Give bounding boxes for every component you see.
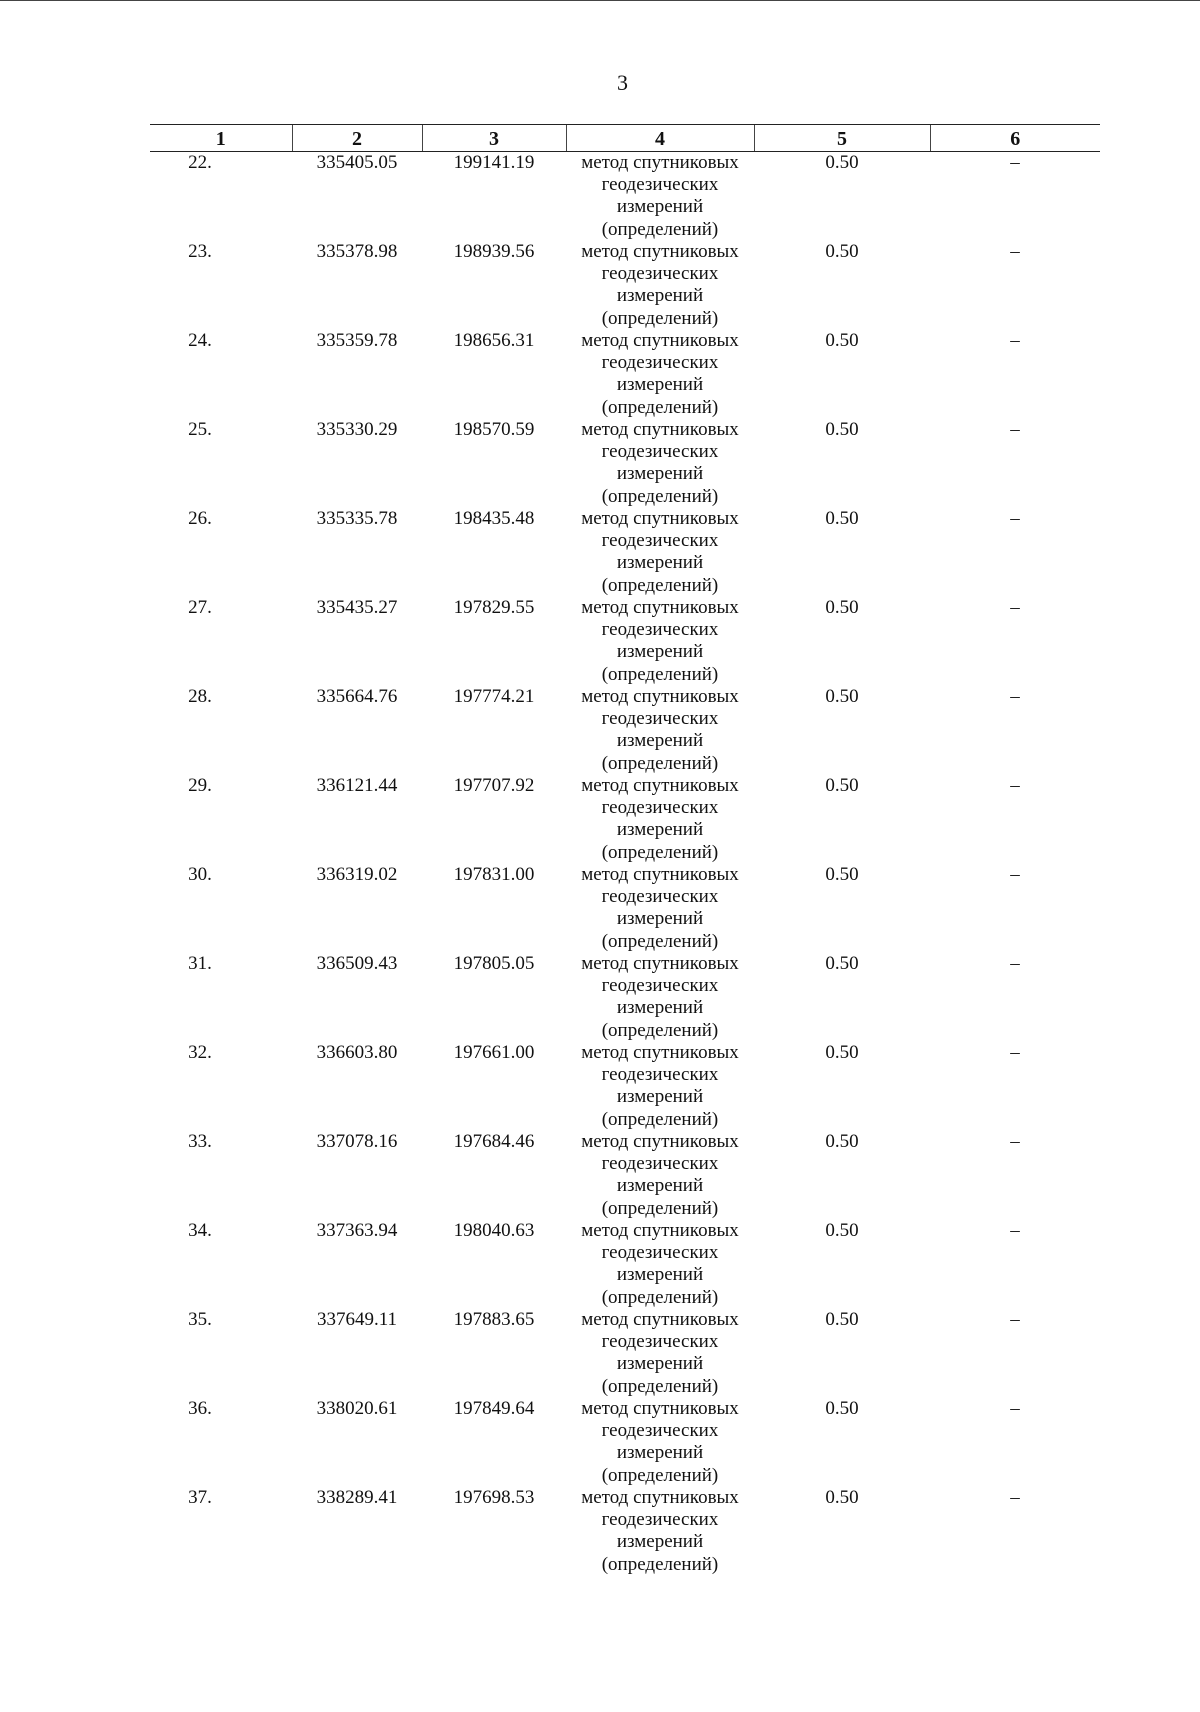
method-line: (определений) — [601, 841, 719, 863]
table-row — [150, 597, 1100, 686]
method-line: геодезических — [601, 619, 719, 641]
table-row — [150, 1487, 1100, 1576]
method-line: (определений) — [601, 752, 719, 774]
method-line: метод спутниковых — [581, 1398, 739, 1419]
method-line: метод спутниковых — [581, 1042, 739, 1063]
note-dash: – — [1010, 1131, 1020, 1152]
point-number: 36. — [188, 1398, 212, 1419]
table-row — [150, 241, 1100, 330]
point-number-cell — [150, 953, 292, 1042]
method-line: измерений — [616, 997, 704, 1019]
method-line: геодезических — [601, 975, 719, 997]
method-line: (определений) — [601, 1375, 719, 1397]
x-coordinate: 337649.11 — [316, 1309, 398, 1330]
x-coordinate: 335664.76 — [316, 686, 398, 707]
header-col-3: 3 — [422, 125, 566, 152]
y-coordinate: 197805.05 — [453, 953, 535, 974]
x-coordinate: 335330.29 — [316, 419, 398, 440]
point-number-cell — [150, 864, 292, 953]
x-coordinate: 335378.98 — [316, 241, 398, 262]
note-dash: – — [1010, 1220, 1020, 1241]
method-line: метод спутниковых — [581, 686, 739, 707]
accuracy-value: 0.50 — [825, 241, 859, 262]
table-row — [150, 330, 1100, 419]
method-line: измерений — [616, 819, 704, 841]
point-number-cell — [150, 686, 292, 775]
method-line: измерений — [616, 285, 704, 307]
method-line: измерений — [616, 1175, 704, 1197]
method-line: метод спутниковых — [581, 508, 739, 529]
y-coordinate: 198040.63 — [453, 1220, 535, 1241]
page-top-edge — [0, 0, 1200, 1]
note-dash: – — [1010, 864, 1020, 885]
accuracy-value: 0.50 — [825, 864, 859, 885]
method-line: (определений) — [601, 218, 719, 240]
note-dash: – — [1010, 953, 1020, 974]
method-line: метод спутниковых — [581, 1487, 739, 1508]
point-number: 29. — [188, 775, 212, 796]
x-coordinate: 337078.16 — [316, 1131, 398, 1152]
point-number: 33. — [188, 1131, 212, 1152]
y-coordinate: 197774.21 — [453, 686, 535, 707]
accuracy-value: 0.50 — [825, 1131, 859, 1152]
table-row — [150, 1220, 1100, 1309]
method-line: (определений) — [601, 930, 719, 952]
method-line: (определений) — [601, 663, 719, 685]
method-cell — [566, 152, 754, 242]
method-line: геодезических — [601, 1153, 719, 1175]
accuracy-value: 0.50 — [825, 419, 859, 440]
method-line: метод спутниковых — [581, 152, 739, 173]
method-line: метод спутниковых — [581, 775, 739, 796]
accuracy-value: 0.50 — [825, 775, 859, 796]
method-line: геодезических — [601, 1242, 719, 1264]
method-cell — [566, 1309, 754, 1398]
method-line: измерений — [616, 1086, 704, 1108]
table-row — [150, 508, 1100, 597]
y-coordinate: 198435.48 — [453, 508, 535, 529]
method-line: измерений — [616, 1442, 704, 1464]
method-line: (определений) — [601, 1286, 719, 1308]
note-dash: – — [1010, 1309, 1020, 1330]
method-cell — [566, 1398, 754, 1487]
point-number: 25. — [188, 419, 212, 440]
point-number-cell — [150, 1487, 292, 1576]
y-coordinate: 197849.64 — [453, 1398, 535, 1419]
method-line: метод спутниковых — [581, 1131, 739, 1152]
method-cell — [566, 508, 754, 597]
accuracy-value: 0.50 — [825, 152, 859, 173]
table-body — [150, 152, 1100, 1577]
method-line: метод спутниковых — [581, 1309, 739, 1330]
y-coordinate: 197829.55 — [453, 597, 535, 618]
method-line: (определений) — [601, 1553, 719, 1575]
method-line: измерений — [616, 196, 704, 218]
note-dash: – — [1010, 597, 1020, 618]
point-number: 23. — [188, 241, 212, 262]
method-line: измерений — [616, 1353, 704, 1375]
table-row — [150, 1042, 1100, 1131]
method-line: (определений) — [601, 307, 719, 329]
method-line: измерений — [616, 730, 704, 752]
point-number: 27. — [188, 597, 212, 618]
method-line: (определений) — [601, 1108, 719, 1130]
point-number: 32. — [188, 1042, 212, 1063]
x-coordinate: 336603.80 — [316, 1042, 398, 1063]
table-row — [150, 1398, 1100, 1487]
method-cell — [566, 241, 754, 330]
note-dash: – — [1010, 775, 1020, 796]
method-line: геодезических — [601, 708, 719, 730]
method-line: измерений — [616, 463, 704, 485]
method-line: измерений — [616, 908, 704, 930]
accuracy-value: 0.50 — [825, 1220, 859, 1241]
method-line: геодезических — [601, 352, 719, 374]
header-col-4: 4 — [566, 125, 754, 152]
point-number-cell — [150, 152, 292, 242]
x-coordinate: 337363.94 — [316, 1220, 398, 1241]
x-coordinate: 336319.02 — [316, 864, 398, 885]
accuracy-value: 0.50 — [825, 1487, 859, 1508]
accuracy-value: 0.50 — [825, 508, 859, 529]
method-line: (определений) — [601, 485, 719, 507]
method-line: геодезических — [601, 1420, 719, 1442]
header-col-2: 2 — [292, 125, 422, 152]
accuracy-value: 0.50 — [825, 330, 859, 351]
y-coordinate: 198570.59 — [453, 419, 535, 440]
y-coordinate: 197684.46 — [453, 1131, 535, 1152]
method-line: измерений — [616, 1264, 704, 1286]
point-number-cell — [150, 330, 292, 419]
y-coordinate: 197707.92 — [453, 775, 535, 796]
method-line: геодезических — [601, 1509, 719, 1531]
accuracy-value: 0.50 — [825, 686, 859, 707]
method-line: геодезических — [601, 1064, 719, 1086]
y-coordinate: 197661.00 — [453, 1042, 535, 1063]
method-cell — [566, 330, 754, 419]
method-cell — [566, 1220, 754, 1309]
note-dash: – — [1010, 1398, 1020, 1419]
method-line: измерений — [616, 374, 704, 396]
point-number: 22. — [188, 152, 212, 173]
point-number: 30. — [188, 864, 212, 885]
x-coordinate: 336121.44 — [316, 775, 398, 796]
point-number: 35. — [188, 1309, 212, 1330]
x-coordinate: 335405.05 — [316, 152, 398, 173]
x-coordinate: 338289.41 — [316, 1487, 398, 1508]
table-header-row — [150, 125, 1100, 152]
point-number-cell — [150, 1131, 292, 1220]
point-number-cell — [150, 775, 292, 864]
method-line: измерений — [616, 1531, 704, 1553]
note-dash: – — [1010, 330, 1020, 351]
method-cell — [566, 419, 754, 508]
method-line: (определений) — [601, 1019, 719, 1041]
method-line: измерений — [616, 552, 704, 574]
note-dash: – — [1010, 1042, 1020, 1063]
y-coordinate: 197883.65 — [453, 1309, 535, 1330]
y-coordinate: 199141.19 — [453, 152, 535, 173]
table-row — [150, 864, 1100, 953]
point-number: 26. — [188, 508, 212, 529]
y-coordinate: 198656.31 — [453, 330, 535, 351]
method-cell — [566, 864, 754, 953]
page-number: 3 — [617, 70, 628, 95]
y-coordinate: 197698.53 — [453, 1487, 535, 1508]
method-line: (определений) — [601, 1464, 719, 1486]
note-dash: – — [1010, 1487, 1020, 1508]
method-cell — [566, 1131, 754, 1220]
point-number: 28. — [188, 686, 212, 707]
point-number-cell — [150, 508, 292, 597]
y-coordinate: 197831.00 — [453, 864, 535, 885]
x-coordinate: 335335.78 — [316, 508, 398, 529]
table-row — [150, 1309, 1100, 1398]
method-line: (определений) — [601, 396, 719, 418]
method-line: геодезических — [601, 886, 719, 908]
method-line: метод спутниковых — [581, 330, 739, 351]
method-line: метод спутниковых — [581, 1220, 739, 1241]
header-col-5: 5 — [754, 125, 930, 152]
method-line: геодезических — [601, 263, 719, 285]
method-cell — [566, 686, 754, 775]
method-line: метод спутниковых — [581, 419, 739, 440]
coordinates-table-container — [150, 124, 1100, 1576]
point-number-cell — [150, 1220, 292, 1309]
method-line: (определений) — [601, 1197, 719, 1219]
table-row — [150, 686, 1100, 775]
point-number: 31. — [188, 953, 212, 974]
method-line: измерений — [616, 641, 704, 663]
method-line: геодезических — [601, 797, 719, 819]
point-number-cell — [150, 419, 292, 508]
method-line: геодезических — [601, 1331, 719, 1353]
point-number-cell — [150, 1309, 292, 1398]
note-dash: – — [1010, 686, 1020, 707]
accuracy-value: 0.50 — [825, 953, 859, 974]
point-number-cell — [150, 1398, 292, 1487]
method-line: (определений) — [601, 574, 719, 596]
method-line: метод спутниковых — [581, 597, 739, 618]
point-number-cell — [150, 1042, 292, 1131]
note-dash: – — [1010, 152, 1020, 173]
table-row — [150, 152, 1100, 242]
accuracy-value: 0.50 — [825, 1042, 859, 1063]
point-number-cell — [150, 597, 292, 686]
method-line: метод спутниковых — [581, 241, 739, 262]
method-line: метод спутниковых — [581, 953, 739, 974]
x-coordinate: 335359.78 — [316, 330, 398, 351]
method-line: геодезических — [601, 441, 719, 463]
point-number: 37. — [188, 1487, 212, 1508]
method-cell — [566, 775, 754, 864]
method-line: геодезических — [601, 530, 719, 552]
method-line: метод спутниковых — [581, 864, 739, 885]
point-number-cell — [150, 241, 292, 330]
point-number: 34. — [188, 1220, 212, 1241]
accuracy-value: 0.50 — [825, 1309, 859, 1330]
method-cell — [566, 953, 754, 1042]
method-line: геодезических — [601, 174, 719, 196]
x-coordinate: 338020.61 — [316, 1398, 398, 1419]
header-col-1: 1 — [150, 125, 292, 152]
method-cell — [566, 1487, 754, 1576]
accuracy-value: 0.50 — [825, 1398, 859, 1419]
note-dash: – — [1010, 241, 1020, 262]
method-cell — [566, 1042, 754, 1131]
coordinates-table — [150, 124, 1100, 1576]
table-row — [150, 775, 1100, 864]
note-dash: – — [1010, 419, 1020, 440]
accuracy-value: 0.50 — [825, 597, 859, 618]
point-number: 24. — [188, 330, 212, 351]
table-row — [150, 419, 1100, 508]
table-row — [150, 1131, 1100, 1220]
method-cell — [566, 597, 754, 686]
x-coordinate: 335435.27 — [316, 597, 398, 618]
table-row — [150, 953, 1100, 1042]
note-dash: – — [1010, 508, 1020, 529]
header-col-6: 6 — [930, 125, 1100, 152]
y-coordinate: 198939.56 — [453, 241, 535, 262]
x-coordinate: 336509.43 — [316, 953, 398, 974]
